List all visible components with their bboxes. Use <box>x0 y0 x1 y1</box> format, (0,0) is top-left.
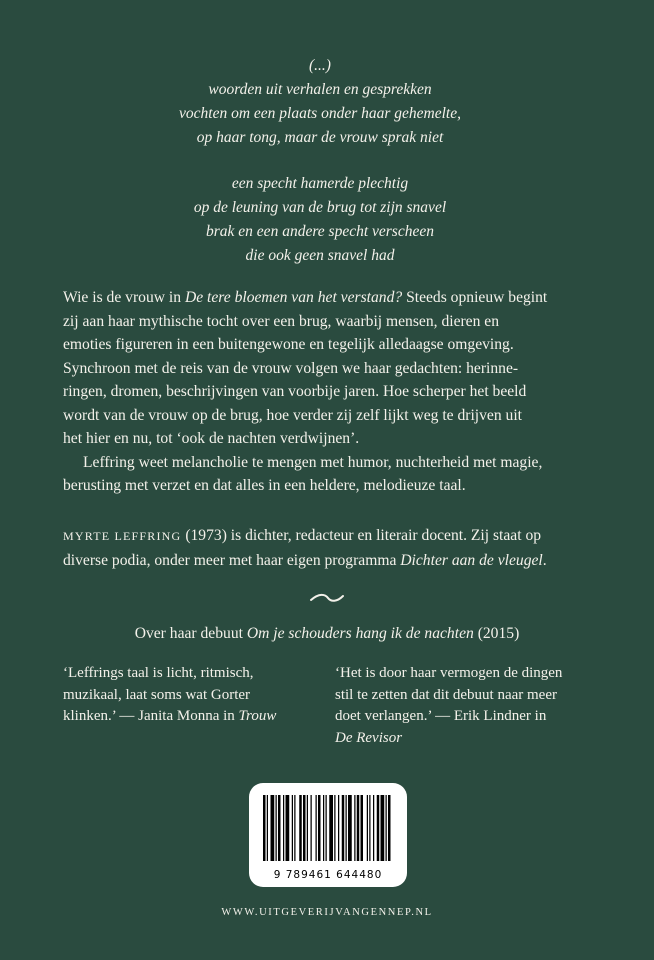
barcode-bars <box>263 795 391 861</box>
barcode-bar <box>373 795 374 861</box>
isbn-barcode <box>249 783 407 887</box>
barcode-bar <box>386 795 387 861</box>
barcode-bar <box>388 795 391 861</box>
poem-line: brak en een andere specht verscheen <box>206 223 434 240</box>
barcode-bar <box>326 795 327 861</box>
barcode-bar <box>311 795 312 861</box>
blurb-line: emoties figureren in een buitengewone en tegelijk alledaagse omgeving. <box>63 336 514 353</box>
book-title: De tere bloemen van het verstand? <box>184 289 403 306</box>
swash-ornament-icon <box>309 592 345 604</box>
bio-text-run: diverse podia, onder meer met haar eigen programma <box>63 551 401 569</box>
barcode-bar <box>367 795 368 861</box>
poem-line: op de leuning van de brug tot zijn snavel <box>193 199 447 216</box>
barcode-bar <box>369 795 370 861</box>
blurb-line: berusting met verzet en dat alles in een heldere, melodieuze taal. <box>63 477 466 494</box>
blurb-text-run: Steeds opnieuw begint <box>402 289 548 306</box>
quote-line: muzikaal, laat soms wat Gorter <box>63 686 251 703</box>
poem-line: vochten om een plaats onder haar gehemelte, <box>179 105 461 122</box>
blurb-line: wordt van de vrouw op de brug, hoe verder zij zelf lijkt weg te drijven uit <box>63 406 523 424</box>
quote-text-run: klinken.’ — Janita Monna in <box>63 708 239 724</box>
barcode-bar <box>292 795 293 861</box>
isbn-digits: 9 789461 644480 <box>273 869 383 881</box>
barcode-bar <box>278 795 281 861</box>
poem-excerpt <box>110 54 530 268</box>
quote-line: ‘Het is door haar vermogen de dingen <box>335 665 563 681</box>
quote-line <box>63 706 303 728</box>
barcode-bar <box>263 795 266 861</box>
barcode-bar <box>346 795 347 861</box>
poem-line: woorden uit verhalen en gesprekken <box>208 81 432 98</box>
poem-line: (...) <box>309 57 331 74</box>
barcode-bar <box>271 795 275 861</box>
blurb-paragraph-2 <box>63 451 623 498</box>
program-title: Dichter aan de vleugel <box>400 551 543 569</box>
barcode-bar <box>354 795 355 861</box>
blurb-line: het hier en nu, tot ‘ook de nachten verdwijnen’. <box>63 430 360 447</box>
review-quote-trouw <box>63 663 303 728</box>
barcode-bar <box>294 795 295 861</box>
poem-line: op haar tong, maar de vrouw sprak niet <box>196 129 444 146</box>
barcode-bar <box>357 795 360 861</box>
bio-text-run: (1973) is dichter, redacteur en literair docent. Zij staat op <box>181 527 542 544</box>
debut-prefix: Over haar debuut <box>134 625 247 642</box>
quote-source: Trouw <box>238 708 277 724</box>
blurb-line: ringen, dromen, beschrijvingen van voorbije jaren. Hoe scherper het beeld <box>63 383 527 400</box>
barcode-bar <box>323 795 324 861</box>
barcode-bar <box>267 795 268 861</box>
bio-line <box>63 549 623 573</box>
barcode-bar <box>316 795 317 861</box>
barcode-graphic <box>249 783 407 887</box>
poem-stanza-1 <box>110 54 530 150</box>
quote-source: De Revisor <box>335 729 403 746</box>
poem-line: die ook geen snavel had <box>245 247 395 264</box>
blurb-line: Leffring weet melancholie te mengen met humor, nuchterheid met magie, <box>83 453 543 471</box>
barcode-bar <box>299 795 302 861</box>
blurb-paragraph-1 <box>63 286 623 451</box>
bio-line <box>63 524 623 549</box>
author-bio <box>63 524 623 572</box>
barcode-bar <box>377 795 380 861</box>
barcode-bar <box>361 795 364 861</box>
debut-suffix: (2015) <box>473 625 520 642</box>
barcode-bar <box>338 795 339 861</box>
review-quote-revisor <box>335 663 615 749</box>
debut-title: Om je schouders hang ik de nachten <box>246 625 474 642</box>
quote-line <box>335 728 615 750</box>
poem-line: een specht hamerde plechtig <box>231 175 409 192</box>
bio-text-run: . <box>542 551 547 569</box>
barcode-bar <box>303 795 306 861</box>
blurb-line <box>63 286 623 310</box>
barcode-bar <box>283 795 284 861</box>
blurb-line: Synchroon met de reis van de vrouw volgen we haar gedachten: herinne- <box>63 359 519 377</box>
publisher-website: WWW.UITGEVERIJVANGENNEP.NL <box>221 907 433 918</box>
debut-heading <box>0 623 654 645</box>
barcode-bar <box>329 795 333 861</box>
barcode-bar <box>318 795 321 861</box>
barcode-bar <box>286 795 290 861</box>
blurb-text <box>63 286 623 498</box>
blurb-line: zij aan haar mythische tocht over een brug, waarbij mensen, dieren en <box>63 312 500 330</box>
barcode-bar <box>307 795 308 861</box>
quote-line: stil te zetten dat dit debuut naar meer <box>335 686 557 703</box>
author-name: MYRTE LEFFRING <box>63 529 182 543</box>
blurb-text-run: Wie is de vrouw in <box>63 289 185 306</box>
barcode-bar <box>342 795 345 861</box>
barcode-bar <box>276 795 277 861</box>
barcode-bar <box>381 795 385 861</box>
barcode-bar <box>334 795 335 861</box>
quote-line: ‘Leffrings taal is licht, ritmisch, <box>63 665 254 681</box>
quote-line: doet verlangen.’ — Erik Lindner in <box>335 708 547 724</box>
barcode-bar <box>348 795 352 861</box>
poem-stanza-2 <box>110 172 530 268</box>
